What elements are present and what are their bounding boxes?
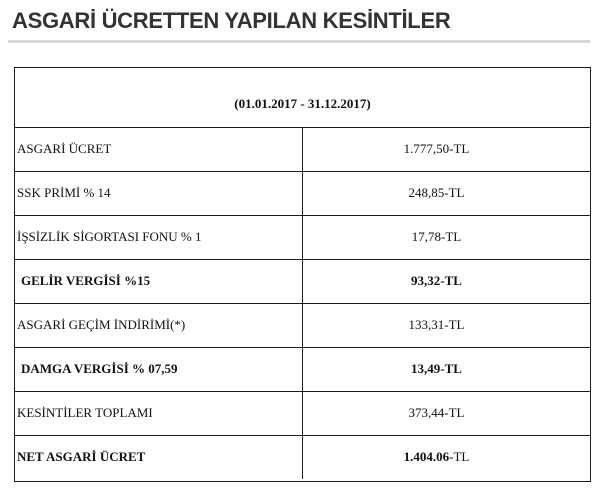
- row-label: ASGARİ GEÇİM İNDİRİMİ(*): [15, 303, 303, 347]
- title-divider: [8, 40, 590, 43]
- row-amount: 93,32-TL: [303, 259, 591, 303]
- table-row: [15, 435, 590, 479]
- page-title: ASGARİ ÜCRETTEN YAPILAN KESİNTİLER: [12, 8, 451, 33]
- row-amount: 17,78-TL: [303, 215, 591, 259]
- table-row: [15, 259, 590, 303]
- net-amount-currency: -TL: [449, 449, 470, 464]
- row-amount: 133,31-TL: [303, 303, 591, 347]
- row-label: KESİNTİLER TOPLAMI: [15, 391, 303, 435]
- deductions-table: [15, 68, 590, 479]
- table-row: [15, 171, 590, 215]
- period-row: [15, 68, 590, 127]
- table-row: [15, 347, 590, 391]
- row-label: ASGARİ ÜCRET: [15, 127, 303, 171]
- period-cell: (01.01.2017 - 31.12.2017): [15, 68, 590, 127]
- row-amount: [303, 435, 591, 479]
- table-row: [15, 391, 590, 435]
- row-amount: 373,44-TL: [303, 391, 591, 435]
- row-label: İŞSİZLİK SİGORTASI FONU % 1: [15, 215, 303, 259]
- row-label: DAMGA VERGİSİ % 07,59: [15, 347, 303, 391]
- row-label: SSK PRİMİ % 14: [15, 171, 303, 215]
- row-label: NET ASGARİ ÜCRET: [15, 435, 303, 479]
- row-amount: 248,85-TL: [303, 171, 591, 215]
- row-amount: 13,49-TL: [303, 347, 591, 391]
- net-amount-value: 1.404.06: [403, 449, 450, 464]
- row-label: GELİR VERGİSİ %15: [15, 259, 303, 303]
- table-row: [15, 215, 590, 259]
- deductions-table-frame: [14, 67, 591, 482]
- row-amount: 1.777,50-TL: [303, 127, 591, 171]
- table-row: [15, 127, 590, 171]
- table-row: [15, 303, 590, 347]
